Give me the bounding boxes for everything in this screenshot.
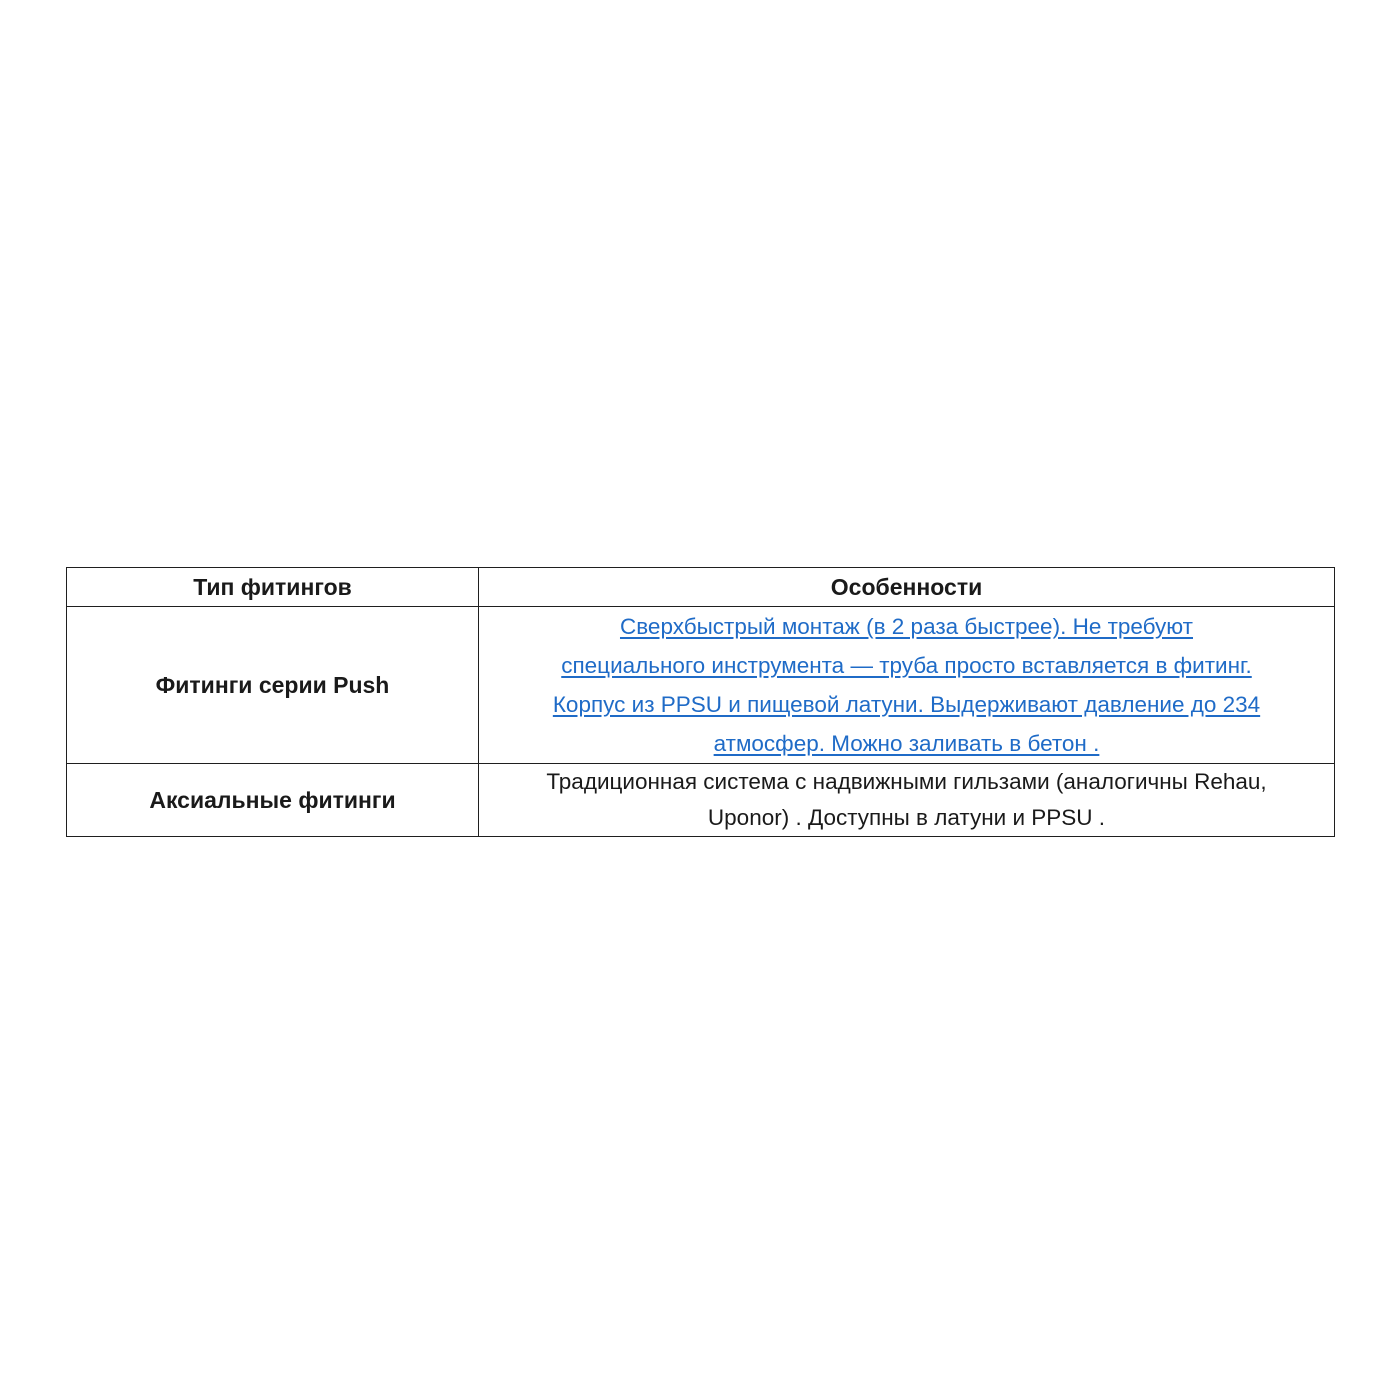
table-row (67, 764, 1335, 837)
features-link-line: специального инструмента — труба просто вставляется в фитинг. (561, 653, 1252, 678)
features-text-line: Uponor) . Доступны в латуни и PPSU . (707, 805, 1106, 830)
features-link-line: Сверхбыстрый монтаж (в 2 раза быстрее). Не требуют (619, 614, 1193, 639)
features-link[interactable] (485, 607, 1328, 763)
table-row (67, 607, 1335, 764)
row-type-axial: Аксиальные фитинги (67, 764, 479, 837)
row-features-axial (479, 764, 1335, 837)
row-type-push: Фитинги серии Push (67, 607, 479, 764)
fittings-table-container (66, 567, 1334, 837)
table-header-row (67, 568, 1335, 607)
features-text-line: Традиционная система с надвижными гильзами (аналогичны Rehau, (546, 769, 1267, 794)
header-type: Тип фитингов (67, 568, 479, 607)
features-link-line: Корпус из PPSU и пищевой латуни. Выдерживают давление до 234 (552, 692, 1261, 717)
row-features-push (479, 607, 1335, 764)
fittings-table (66, 567, 1335, 837)
header-features: Особенности (479, 568, 1335, 607)
features-link-line: атмосфер. Можно заливать в бетон . (713, 731, 1100, 756)
